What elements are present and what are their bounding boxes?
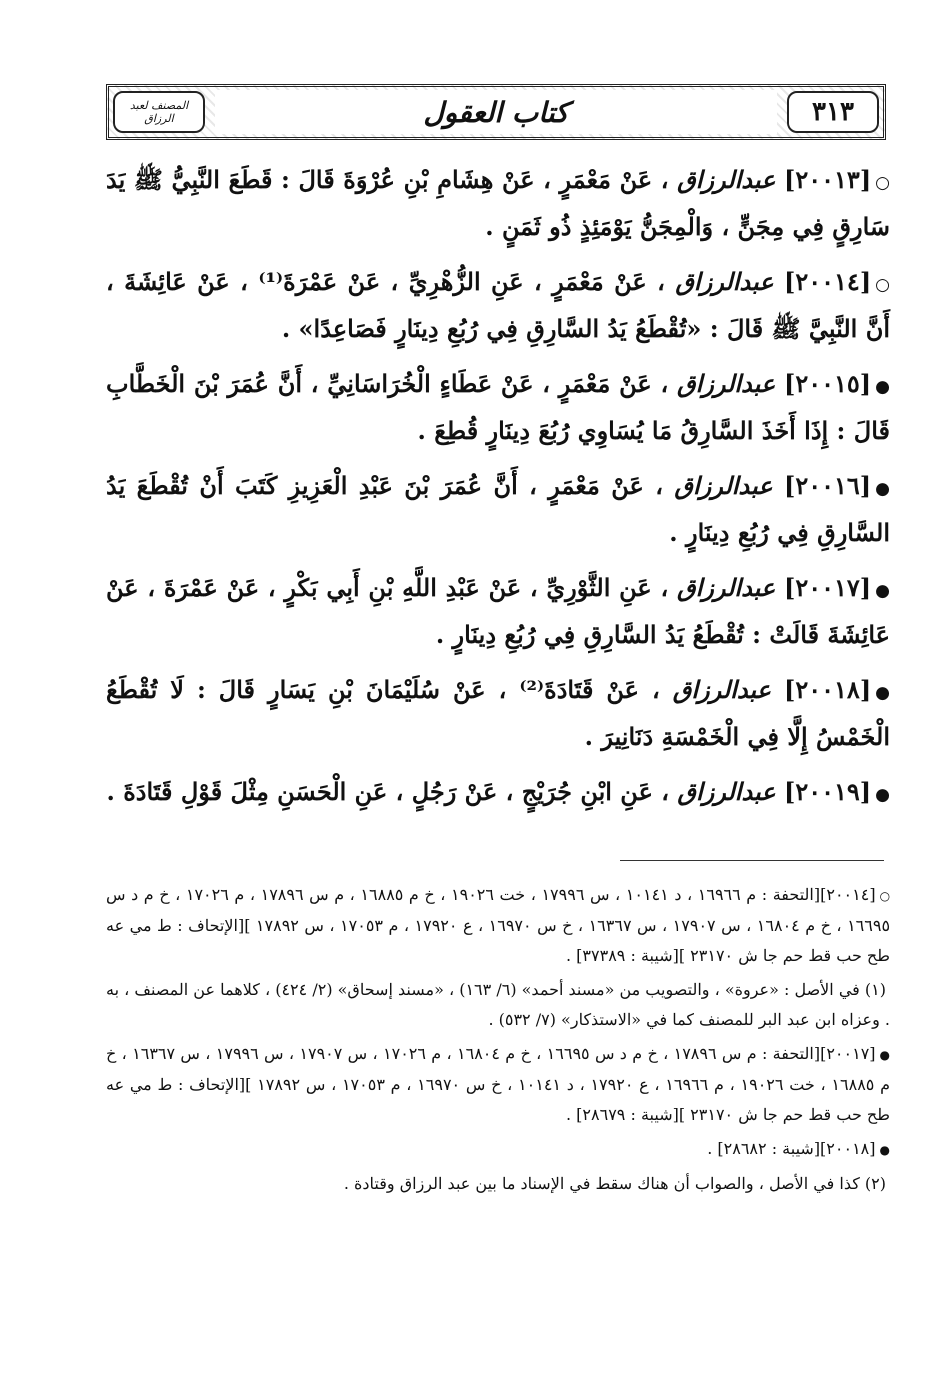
page-number: ٣١٣ bbox=[812, 97, 854, 127]
hadith-entry bbox=[106, 158, 890, 249]
entry-marker: ● bbox=[875, 785, 890, 805]
entry-marker: ● bbox=[875, 479, 890, 499]
hadith-text: ، عَنْ قَتَادَةَ⁽²⁾ ، عَنْ سُلَيْمَانَ بْنِ يَسَارٍ قَالَ : لَا تُقْطَعُ الْخَمْسُ إِلَّا فِي الْخَمْسَةِ دَنَانِيرَ . bbox=[106, 675, 890, 751]
hadith-entry bbox=[106, 566, 890, 657]
entry-marker: ○ bbox=[875, 275, 891, 295]
footnote bbox=[106, 1134, 890, 1165]
hadith-text: ، عَنْ مَعْمَرٍ ، عَنْ هِشَامِ بْنِ عُرْوَةَ قَالَ : قَطَعَ النَّبِيُّ ﷺ يَدَ سَارِقٍ فِي مِجَنٍّ ، وَالْمِجَنُّ يَوْمَئِذٍ ذُو ثَمَنٍ . bbox=[106, 165, 890, 241]
book-seal: المصنف لعبد الرزاق bbox=[129, 99, 189, 125]
entry-marker: ● bbox=[875, 683, 891, 703]
footnote-divider bbox=[620, 860, 884, 861]
footnote bbox=[106, 1039, 890, 1130]
page-number-box bbox=[787, 91, 879, 133]
entry-marker: ● bbox=[875, 581, 890, 601]
hadith-text: ، عَنِ ابْنِ جُرَيْجٍ ، عَنْ رَجُلٍ ، عَنِ الْحَسَنِ مِثْلَ قَوْلِ قَتَادَةَ . bbox=[106, 777, 669, 806]
hadith-entry bbox=[106, 464, 890, 555]
narrator-name: عبدالرزاق bbox=[674, 471, 773, 500]
narrator-name: عبدالرزاق bbox=[672, 675, 771, 704]
narrator-name: عبدالرزاق bbox=[675, 267, 774, 296]
hadith-number: [٢٠٠١٦] bbox=[783, 471, 872, 500]
hadith-number: [٢٠٠١٤] bbox=[784, 267, 872, 296]
title-box bbox=[215, 90, 777, 134]
hadith-text: ، عَنْ مَعْمَرٍ ، أَنَّ عُمَرَ بْنَ عَبْدِ الْعَزِيزِ كَتَبَ أَنْ تُقْطَعَ يَدُ السَّارِقِ فِي رُبُعِ دِينَارٍ . bbox=[106, 471, 890, 547]
narrator-name: عبدالرزاق bbox=[677, 777, 776, 806]
footnote bbox=[106, 1169, 890, 1199]
main-text bbox=[106, 158, 890, 828]
narrator-name: عبدالرزاق bbox=[677, 165, 776, 194]
hadith-entry bbox=[106, 770, 890, 817]
hadith-number: [٢٠٠١٨] bbox=[784, 675, 872, 704]
hadith-entry bbox=[106, 362, 890, 453]
footnote bbox=[106, 975, 890, 1035]
hadith-text: ، عَنْ مَعْمَرٍ ، عَنْ عَطَاءٍ الْخُرَاسَانِيِّ ، أَنَّ عُمَرَ بْنَ الْخَطَّابِ قَالَ : إِذَا أَخَذَ السَّارِقُ مَا يُسَاوِي رُبُعَ دِينَارٍ قُطِعَ . bbox=[106, 369, 890, 445]
hadith-number: [٢٠٠١٧] bbox=[783, 573, 872, 602]
footnote bbox=[106, 880, 890, 971]
hadith-number: [٢٠٠١٣] bbox=[784, 165, 872, 194]
footnote-text: [٢٠٠١٨][شيبة : ٢٨٦٨٢] . bbox=[707, 1139, 876, 1158]
entry-marker: ○ bbox=[875, 173, 891, 193]
footnote-text: (١) في الأصل : «عروة» ، والتصويب من «مسند أحمد» (٦/ ١٦٣) ، «مسند إسحاق» (٢/ ٤٢٤) ، كلاهما عن المصنف ، به . وعزاه ابن عبد البر للمصنف كما في «الاستذكار» (٧/ ٥٣٢) . bbox=[106, 980, 890, 1029]
narrator-name: عبدالرزاق bbox=[676, 573, 776, 602]
footnotes bbox=[106, 880, 890, 1203]
narrator-name: عبدالرزاق bbox=[676, 369, 776, 398]
hadith-number: [٢٠٠١٥] bbox=[783, 369, 872, 398]
page-header bbox=[106, 84, 886, 140]
hadith-entry bbox=[106, 260, 890, 351]
footnote-text: [٢٠٠١٤][التحفة : م ١٦٩٦٦ ، د ١٠١٤١ ، س ١٧٩٩٦ ، خت ١٩٠٢٦ ، خ م ١٦٨٨٥ ، م س ١٧٨٩٦ ، م ١٧٠٢٦ ، خ م د س ١٦٦٩٥ ، خ م ١٦٨٠٤ ، س ١٧٩٠٧ ، س ١٦٣٦٧ ، خ س ١٦٩٧٠ ، ع ١٧٩٢٠ ، م ١٧٠٥٣ ، س ١٧٨٩٢ ][الإتحاف : ط مي عه طح حب قط حم جا ش ٢٣١٧٠ ][شيبة : ٣٧٣٨٩] . bbox=[106, 885, 891, 965]
book-seal-box bbox=[113, 91, 205, 133]
footnote-marker: ● bbox=[879, 1048, 891, 1062]
footnote-marker: ● bbox=[879, 1143, 890, 1157]
hadith-text: ، عَنِ الثَّوْرِيِّ ، عَنْ عَبْدِ اللَّهِ بْنِ أَبِي بَكْرٍ ، عَنْ عَمْرَةَ ، عَنْ عَائِشَةَ قَالَتْ : تُقْطَعُ يَدُ السَّارِقِ فِي رُبُعِ دِينَارٍ . bbox=[106, 573, 890, 649]
hadith-number: [٢٠٠١٩] bbox=[783, 777, 872, 806]
hadith-text: ، عَنْ مَعْمَرٍ ، عَنِ الزُّهْرِيِّ ، عَنْ عَمْرَةَ⁽¹⁾ ، عَنْ عَائِشَةَ ، أَنَّ النَّبِيَّ ﷺ قَالَ : «تُقْطَعُ يَدُ السَّارِقِ فِي رُبُعِ دِينَارٍ فَصَاعِدًا» . bbox=[106, 267, 890, 343]
book-title: كتاب العقول bbox=[423, 95, 569, 129]
footnote-text: (٢) كذا في الأصل ، والصواب أن هناك سقط في الإسناد ما بين عبد الرزاق وقتادة . bbox=[343, 1174, 886, 1193]
hadith-entry bbox=[106, 668, 890, 759]
entry-marker: ● bbox=[875, 377, 890, 397]
footnote-marker: ○ bbox=[879, 889, 891, 903]
footnote-text: [٢٠٠١٧][التحفة : م س ١٧٨٩٦ ، خ م د س ١٦٦٩٥ ، خ م ١٦٨٠٤ ، م ١٧٠٢٦ ، س ١٧٩٠٧ ، س ١٧٩٩٦ ، س ١٦٣٦٧ ، خ م ١٦٨٨٥ ، خت ١٩٠٢٦ ، م ١٦٩٦٦ ، ع ١٧٩٢٠ ، د ١٠١٤١ ، خ س ١٦٩٧٠ ، م ١٧٠٥٣ ، س ١٧٨٩٢ ][الإتحاف : ط مي عه طح حب قط حم جا ش ٢٣١٧٠ ][شيبة : ٢٨٦٧٩] . bbox=[106, 1044, 891, 1124]
